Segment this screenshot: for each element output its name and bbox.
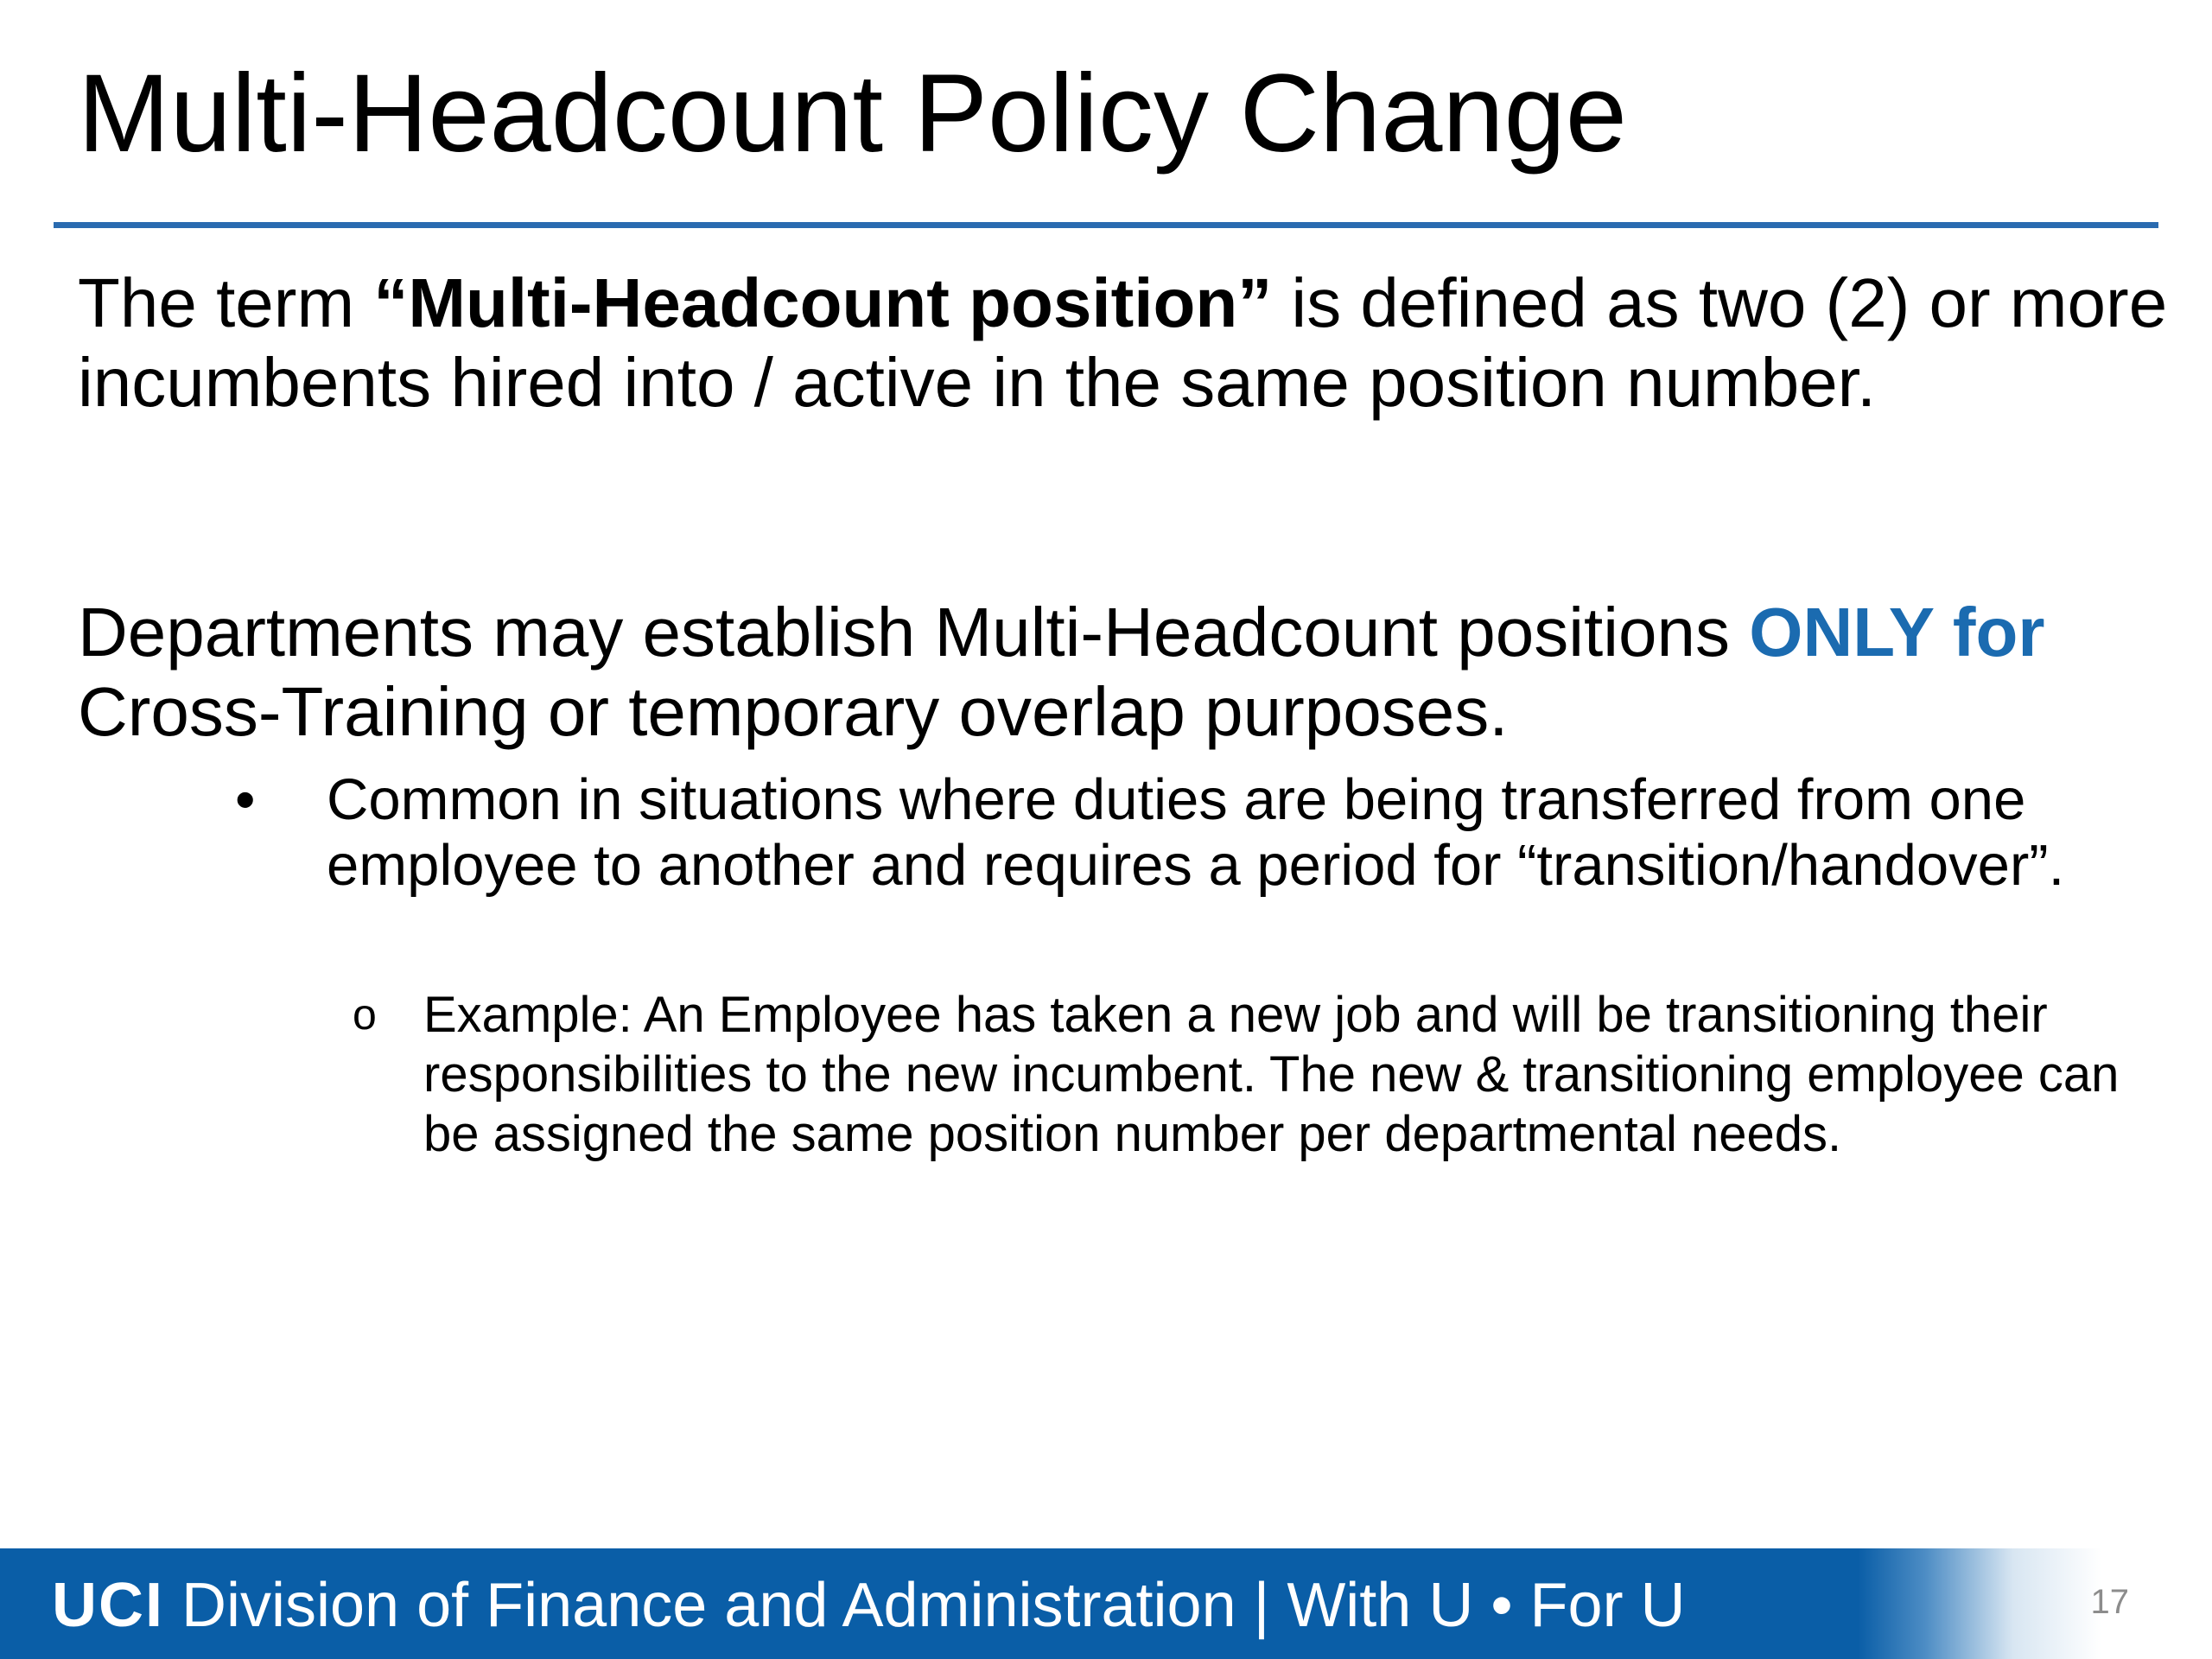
footer-branding	[52, 1571, 1686, 1640]
bullet-marker: •	[235, 767, 256, 832]
footer-division-text: Division of Finance and Administration | With U • For U	[164, 1571, 1686, 1640]
uci-logo: UCI	[52, 1571, 164, 1640]
sub-bullet-marker: o	[353, 990, 377, 1039]
slide-title: Multi-Headcount Policy Change	[78, 52, 1627, 175]
definition-paragraph	[78, 264, 2169, 423]
definition-text-start: The term	[78, 264, 374, 341]
title-divider	[54, 222, 2158, 228]
sub-bullet-item	[353, 985, 2133, 1164]
sub-bullet-text: Example: An Employee has taken a new job and will be transitioning their responsibilities to the new incumbent. The new & transitioning employee can be assigned the same position number per departmental needs.	[423, 987, 2120, 1162]
page-number: 17	[2090, 1583, 2129, 1621]
policy-text-end: Cross-Training or temporary overlap purposes.	[78, 673, 1509, 750]
defined-term: “Multi-Headcount position”	[373, 264, 1273, 341]
bullet-item	[235, 767, 2136, 899]
bullet-text: Common in situations where duties are being transferred from one employee to another and requires a period for “transition/handover”.	[327, 767, 2065, 898]
policy-text-start: Departments may establish Multi-Headcount positions	[78, 594, 1750, 671]
definition-text-end: is defined as two (2) or more incumbents hired into / active in the same position number.	[78, 264, 2168, 421]
policy-paragraph	[78, 593, 2169, 752]
policy-emphasis: ONLY for	[1749, 594, 2045, 671]
footer-bar	[0, 1548, 2212, 1659]
